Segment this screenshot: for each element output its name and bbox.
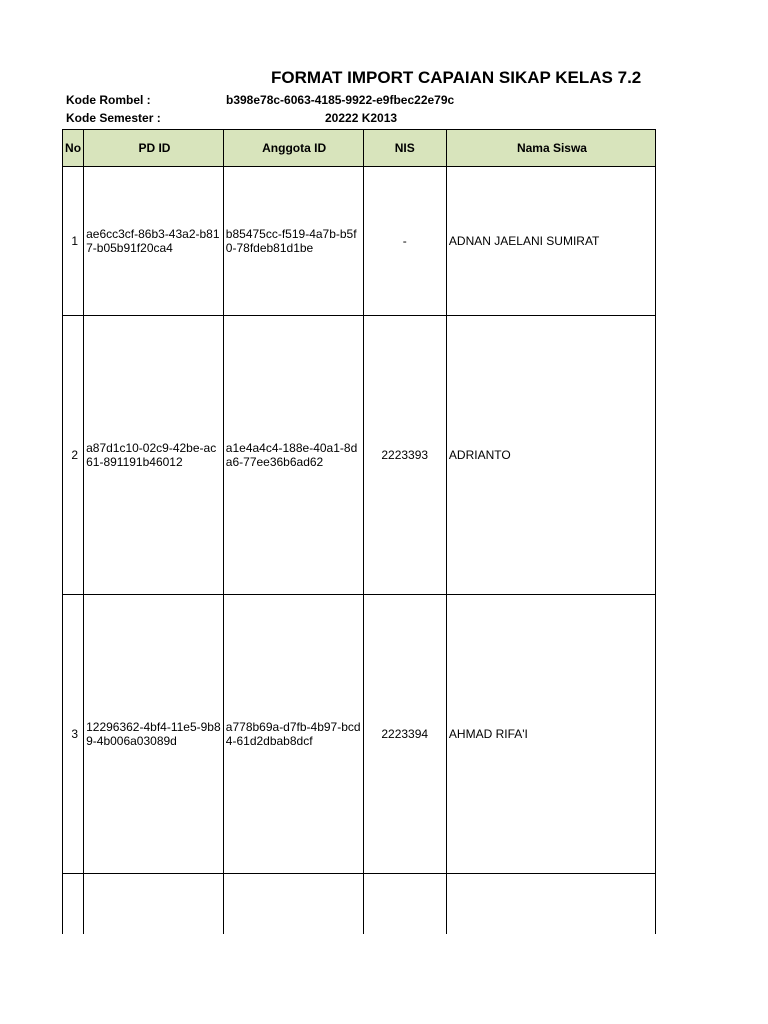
table-row [63,874,656,935]
cell-nis [363,874,446,935]
table-row [63,167,656,316]
cell-pd-id: ae6cc3cf-86b3-43a2-b817-b05b91f20ca4 [84,167,224,316]
cell-no: 2 [63,316,84,595]
cell-nama-siswa [446,874,655,935]
cell-nis: 2223394 [363,595,446,874]
header-anggota-id: Anggota ID [223,130,363,167]
cell-nama-siswa: ADNAN JAELANI SUMIRAT [446,167,655,316]
kode-semester-value: 20222 K2013 [325,111,398,125]
cell-anggota-id [223,874,363,935]
cell-nama-siswa: ADRIANTO [446,316,655,595]
page-title: FORMAT IMPORT CAPAIAN SIKAP KELAS 7.2 [271,68,642,87]
cell-pd-id: a87d1c10-02c9-42be-ac61-891191b46012 [84,316,224,595]
header-no: No [63,130,84,167]
kode-rombel-label: Kode Rombel : [66,93,151,107]
cell-anggota-id: b85475cc-f519-4a7b-b5f0-78fdeb81d1be [223,167,363,316]
cell-no: 3 [63,595,84,874]
cell-no: 1 [63,167,84,316]
table-header-row [63,130,656,167]
cell-nis: 2223393 [363,316,446,595]
kode-rombel-value: b398e78c-6063-4185-9922-e9fbec22e79c [226,93,455,107]
student-table [62,129,656,934]
table-row [63,595,656,874]
cell-nis: - [363,167,446,316]
kode-semester-label: Kode Semester : [66,111,161,125]
cell-anggota-id: a778b69a-d7fb-4b97-bcd4-61d2dbab8dcf [223,595,363,874]
cell-anggota-id: a1e4a4c4-188e-40a1-8da6-77ee36b6ad62 [223,316,363,595]
cell-pd-id: 12296362-4bf4-11e5-9b89-4b006a03089d [84,595,224,874]
header-pd-id: PD ID [84,130,224,167]
header-nis: NIS [363,130,446,167]
cell-pd-id [84,874,224,935]
header-nama-siswa: Nama Siswa [446,130,655,167]
table-row [63,316,656,595]
cell-nama-siswa: AHMAD RIFA'I [446,595,655,874]
cell-no [63,874,84,935]
